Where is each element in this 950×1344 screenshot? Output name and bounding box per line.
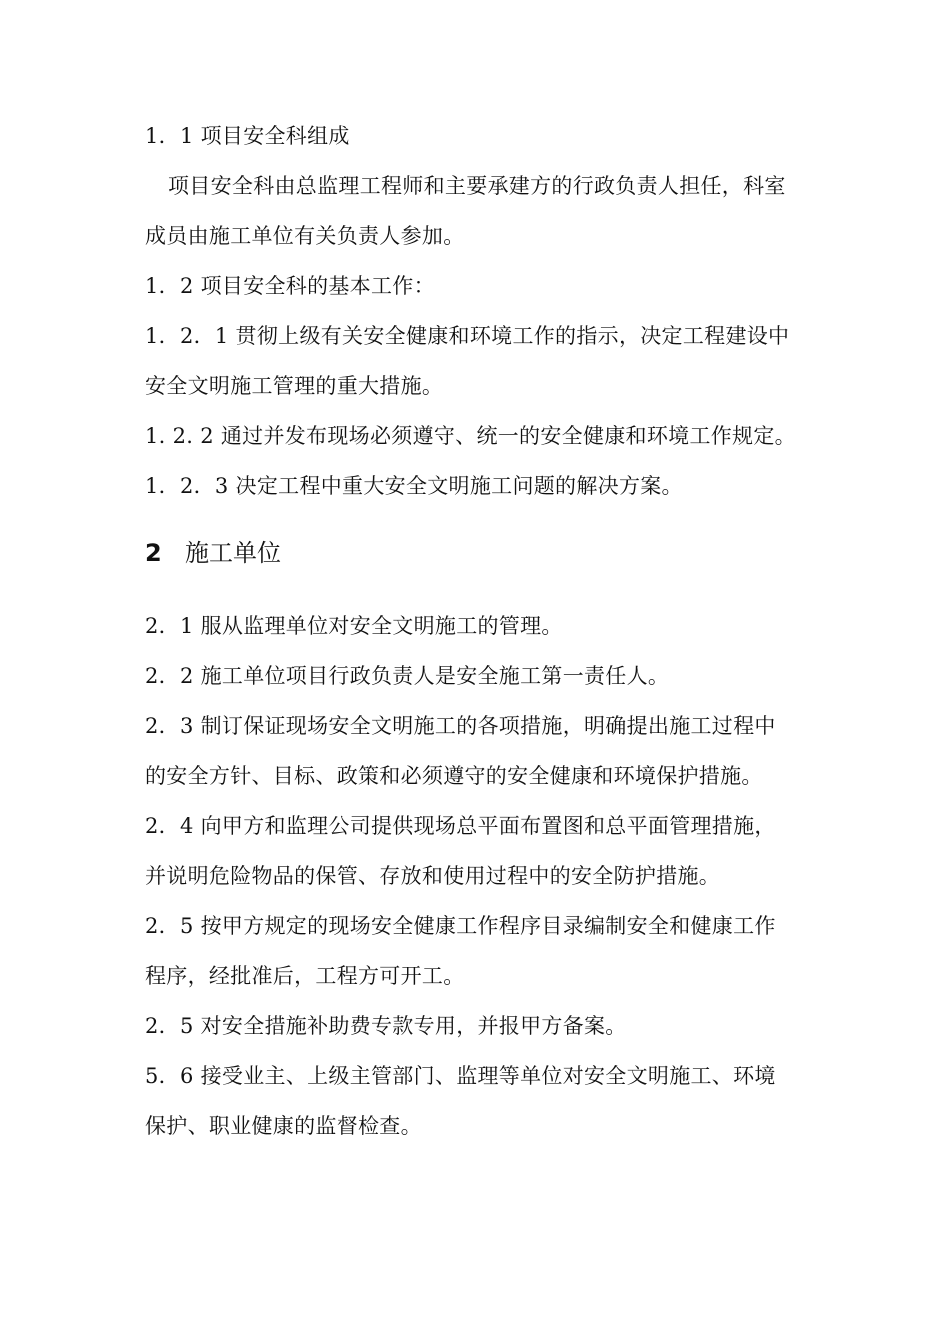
item-2-5-line2: 程序，经批准后，工程方可开工。 [145, 964, 465, 988]
subheading-1-1: 1．1 项目安全科组成 [145, 124, 350, 148]
item-5-6-line2: 保护、职业健康的监督检查。 [145, 1114, 422, 1138]
item-2-3-line1: 2．3 制订保证现场安全文明施工的各项措施，明确提出施工过程中 [145, 714, 776, 738]
item-1-2-2: 1. 2. 2 通过并发布现场必须遵守、统一的安全健康和环境工作规定。 [145, 424, 796, 448]
item-1-2-3: 1．2．3 决定工程中重大安全文明施工问题的解决方案。 [145, 474, 683, 498]
item-1-2-1-line1: 1．2．1 贯彻上级有关安全健康和环境工作的指示，决定工程建设中 [145, 324, 790, 348]
section-number: 2 [145, 539, 162, 567]
item-1-2-1-line2: 安全文明施工管理的重大措施。 [145, 374, 444, 398]
item-2-4-line2: 并说明危险物品的保管、存放和使用过程中的安全防护措施。 [145, 864, 721, 888]
section-heading-2 [145, 537, 281, 569]
item-2-3-line2: 的安全方针、目标、政策和必须遵守的安全健康和环境保护措施。 [145, 764, 763, 788]
item-2-4-line1: 2．4 向甲方和监理公司提供现场总平面布置图和总平面管理措施， [145, 814, 776, 838]
paragraph-1-1-line1: 项目安全科由总监理工程师和主要承建方的行政负责人担任，科室 [168, 174, 786, 198]
item-2-2: 2．2 施工单位项目行政负责人是安全施工第一责任人。 [145, 664, 670, 688]
subheading-1-2: 1．2 项目安全科的基本工作： [145, 274, 435, 298]
item-2-5-b: 2．5 对安全措施补助费专款专用，并报甲方备案。 [145, 1014, 627, 1038]
item-5-6-line1: 5．6 接受业主、上级主管部门、监理等单位对安全文明施工、环境 [145, 1064, 776, 1088]
section-title: 施工单位 [185, 539, 281, 567]
paragraph-1-1-line2: 成员由施工单位有关负责人参加。 [145, 224, 465, 248]
item-2-5-line1: 2．5 按甲方规定的现场安全健康工作程序目录编制安全和健康工作 [145, 914, 776, 938]
item-2-1: 2．1 服从监理单位对安全文明施工的管理。 [145, 614, 563, 638]
